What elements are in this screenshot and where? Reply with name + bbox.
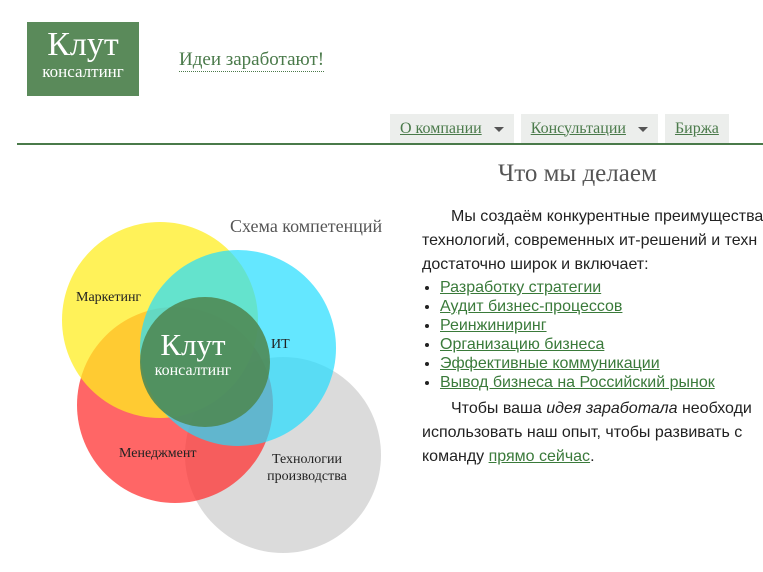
list-item: [440, 297, 763, 316]
main-content: [422, 205, 763, 469]
logo-subtitle: консалтинг: [42, 62, 124, 81]
nav-item-consulting[interactable]: [521, 114, 658, 143]
center-label-line2: консалтинг: [154, 362, 232, 379]
list-item: [440, 354, 763, 373]
nav-item-exchange[interactable]: [665, 114, 729, 143]
contact-now-link[interactable]: прямо сейчас: [488, 448, 591, 465]
page-title: Что мы делаем: [498, 160, 657, 187]
closing-start: Чтобы ваша: [451, 400, 547, 417]
management-label: Менеджмент: [119, 446, 197, 461]
closing-paragraph: [422, 397, 763, 469]
service-link-communications[interactable]: Эффективные коммуникации: [440, 355, 660, 372]
chevron-down-icon: [494, 127, 504, 132]
production-label-line2: производства: [267, 469, 347, 484]
it-label: ИТ: [271, 337, 290, 352]
service-link-organization[interactable]: Организацию бизнеса: [440, 336, 605, 353]
list-item: [440, 373, 763, 392]
list-item: [440, 335, 763, 354]
intro-line-1: Мы создаём конкурентные преимущества: [451, 208, 763, 225]
service-link-reengineering[interactable]: Реинжиниринг: [440, 317, 547, 334]
closing-line-3-end: .: [590, 448, 595, 465]
list-item: [440, 316, 763, 335]
nav-item-label: Консультации: [530, 119, 626, 137]
closing-line-2: использовать наш опыт, чтобы развивать с: [422, 424, 743, 441]
diagram-title: Схема компетенций: [230, 216, 383, 236]
logo-title: Клут: [47, 26, 119, 63]
service-link-audit[interactable]: Аудит бизнес-процессов: [440, 298, 623, 315]
services-list: [422, 278, 763, 392]
production-label-line1: Технологии: [271, 452, 343, 467]
closing-line-3-start: команду: [422, 448, 489, 465]
service-link-russian-market[interactable]: Вывод бизнеса на Российский рынок: [440, 374, 715, 391]
intro-line-2: технологий, современных ит-решений и техн: [422, 232, 758, 249]
main-nav: [390, 114, 729, 143]
marketing-label: Маркетинг: [76, 290, 142, 305]
closing-emphasis: идея заработала: [546, 400, 678, 417]
intro-line-3: достаточно широк и включает:: [422, 256, 649, 273]
nav-item-label: Биржа: [674, 119, 719, 137]
intro-paragraph: [422, 205, 763, 277]
nav-item-label: О компании: [400, 119, 482, 137]
center-label-line1: Клут: [160, 327, 226, 362]
chevron-down-icon: [638, 127, 648, 132]
service-link-strategy[interactable]: Разработку стратегии: [440, 279, 602, 296]
closing-end: необходи: [677, 400, 752, 417]
list-item: [440, 278, 763, 297]
tagline-link[interactable]: Идеи заработают!: [179, 49, 325, 70]
